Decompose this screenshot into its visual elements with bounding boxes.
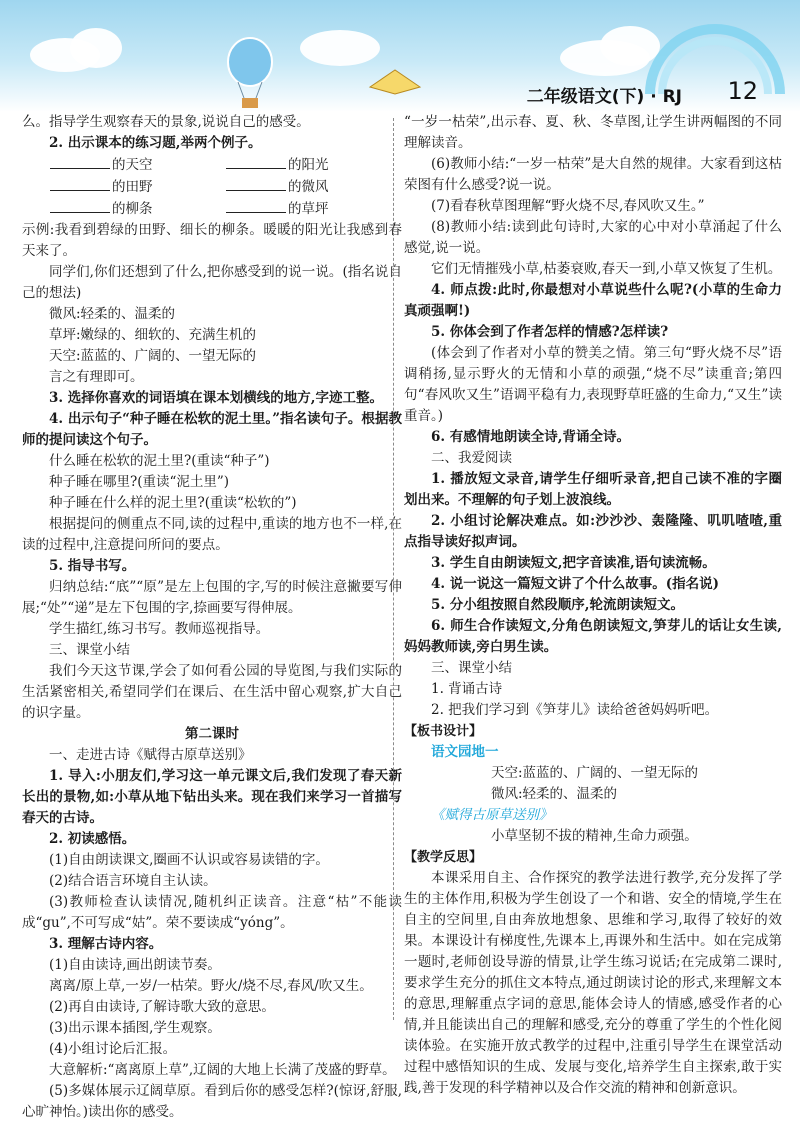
paragraph: 【板书设计】 [404, 724, 483, 739]
paragraph: 什么睡在松软的泥土里?(重读“种子”) [49, 453, 270, 469]
paragraph: 二、我爱阅读 [431, 450, 512, 466]
paragraph: 语文园地一 [431, 744, 499, 760]
paragraph: 小草坚韧不拔的精神,生命力顽强。 [491, 828, 698, 844]
fill-blank-item [226, 176, 402, 198]
blank-line [50, 176, 110, 191]
paragraph: 根据提问的侧重点不同,读的过程中,重读的地方也不一样,在读的过程中,注意提问所问的要点。 [22, 516, 402, 553]
paragraph: 三、课堂小结 [431, 660, 512, 676]
paragraph: 天空:蓝蓝的、广阔的、一望无际的 [49, 348, 257, 364]
paragraph: 示例:我看到碧绿的田野、细长的柳条。暖暖的阳光让我感到春天来了。 [22, 222, 402, 259]
paragraph: (1)自由朗读课文,圈画不认识或容易读错的字。 [49, 852, 329, 868]
paragraph: 言之有理即可。 [49, 369, 144, 385]
header-banner [0, 0, 800, 112]
paragraph: 2. 出示课本的练习题,举两个例子。 [49, 135, 262, 151]
paragraph: 4. 说一说这一篇短文讲了个什么故事。(指名说) [431, 576, 720, 592]
fill-blank-item [50, 154, 226, 176]
paragraph: 第二课时 [185, 726, 239, 742]
blank-line [226, 198, 286, 213]
cloud [70, 28, 122, 68]
blank-label: 的柳条 [112, 201, 153, 217]
fill-blank-item [50, 176, 226, 198]
paragraph: 3. 选择你喜欢的词语填在课本划横线的地方,字迹工整。 [49, 390, 383, 406]
paragraph: 3. 学生自由朗读短文,把字音读准,语句读流畅。 [431, 555, 716, 571]
paragraph: 天空:蓝蓝的、广阔的、一望无际的 [491, 765, 699, 781]
paragraph: 5. 指导书写。 [49, 558, 136, 574]
paragraph: 我们今天这节课,学会了如何看公园的导览图,与我们实际的生活紧密相关,希望同学们在课后、在生活中留心观察,扩大自己的识字量。 [22, 663, 402, 721]
fill-blank-item [50, 198, 226, 220]
paragraph: 归纳总结:“底”“原”是左上包围的字,写的时候注意撇要写伸展;“处”“递”是左下包围的字,捺画要写得伸展。 [22, 579, 402, 616]
paragraph: 三、课堂小结 [49, 642, 130, 658]
paragraph: 么。指导学生观察春天的景象,说说自己的感受。 [22, 114, 310, 130]
paragraph: 它们无情摧残小草,枯萎衰败,春天一到,小草又恢复了生机。 [431, 261, 782, 277]
paragraph: “一岁一枯荣”,出示春、夏、秋、冬草图,让学生讲两幅图的不同理解读音。 [404, 114, 782, 151]
paragraph: 5. 你体会到了作者怎样的情感?怎样读? [431, 324, 669, 340]
paragraph: 2. 小组讨论解决难点。如:沙沙沙、轰隆隆、叽叽喳喳,重点指导读好拟声词。 [404, 513, 782, 550]
paragraph: 1. 播放短文录音,请学生仔细听录音,把自己读不准的字圈划出来。不理解的句子划上波浪线。 [404, 471, 782, 508]
paragraph: (1)自由读诗,画出朗读节奏。 [49, 957, 221, 973]
blank-label: 的田野 [112, 179, 153, 195]
paragraph: 学生描红,练习书写。教师巡视指导。 [49, 621, 270, 637]
paragraph: 大意解析:“离离原上草”,辽阔的大地上长满了茂盛的野草。 [49, 1062, 396, 1078]
paragraph: (6)教师小结:“一岁一枯荣”是大自然的规律。大家看到这枯荣图有什么感受?说一说。 [404, 156, 782, 193]
kite-icon [365, 62, 425, 112]
blank-line [50, 198, 110, 213]
paragraph: 1. 导入:小朋友们,学习这一单元课文后,我们发现了春天新长出的景物,如:小草从地下钻出头来。现在我们来学习一首描写春天的古诗。 [22, 768, 402, 826]
balloon-icon [222, 36, 282, 116]
paragraph: 2. 把我们学习到《笋芽儿》读给爸爸妈妈听吧。 [431, 702, 719, 718]
fill-blank-item [226, 154, 402, 176]
paragraph: 微风:轻柔的、温柔的 [49, 306, 176, 322]
paragraph: 3. 理解古诗内容。 [49, 936, 163, 952]
paragraph: (4)小组讨论后汇报。 [49, 1041, 177, 1057]
paragraph: (2)再自由读诗,了解诗歌大致的意思。 [49, 999, 275, 1015]
paragraph: 4. 师点拨:此时,你最想对小草说些什么呢?(小草的生命力真顽强啊!) [404, 282, 782, 319]
paragraph: 草坪:嫩绿的、细软的、充满生机的 [49, 327, 257, 343]
book-title: 二年级语文(下) · RJ [526, 87, 682, 107]
paragraph: 一、走进古诗《赋得古原草送别》 [49, 747, 252, 763]
blank-line [226, 176, 286, 191]
paragraph: 《赋得古原草送别》 [431, 807, 553, 823]
paragraph: 同学们,你们还想到了什么,把你感受到的说一说。(指名说自己的想法) [22, 264, 402, 301]
paragraph: 1. 背诵古诗 [431, 681, 503, 697]
fill-blank-exercise [22, 154, 402, 220]
paragraph: 本课采用自主、合作探究的教学法进行教学,充分发挥了学生的主体作用,积极为学生创设了一个和谐、安全的情境,学生在自主的空间里,自由奔放地想象、思维和学习,取得了较好的效果。本课设计有梯度性,先课本上,再课外和生活中。如在完成第一题时,老师创设导游的情景,让学生练习说话;在完成第二课时,要求学生充分的抓住文本特点,通过朗读讨论的形式,来理解文本的意思,理解重点字词的意思,能体会诗人的情感,感受作者的心情,并且能读出自己的理解和感受,充分的尊重了学生的个性化阅读体验。在实施开放式教学的过程中,注重引导学生在课堂活动过程中感悟知识的生成、发展与变化,培养学生自主探索,敢于实践,善于发现的科学精神以及合作交流的精神和创新意识。 [404, 870, 782, 1096]
blank-label: 的阳光 [288, 157, 329, 173]
paragraph: 5. 分小组按照自然段顺序,轮流朗读短文。 [431, 597, 684, 613]
paragraph: (7)看春秋草图理解“野火烧不尽,春风吹又生。” [431, 198, 705, 214]
paragraph: 种子睡在哪里?(重读“泥土里”) [49, 474, 230, 490]
paragraph: 微风:轻柔的、温柔的 [491, 786, 618, 802]
paragraph: (2)结合语言环境自主认读。 [49, 873, 217, 889]
blank-line [50, 154, 110, 169]
paragraph: 种子睡在什么样的泥土里?(重读“松软的”) [49, 495, 297, 511]
paragraph: (8)教师小结:读到此句诗时,大家的心中对小草涌起了什么感觉,说一说。 [404, 219, 782, 256]
column-divider [393, 118, 394, 1020]
blank-label: 的微风 [288, 179, 329, 195]
paragraph: 6. 师生合作读短文,分角色朗读短文,笋芽儿的话让女生读,妈妈教师读,旁白男生读。 [404, 618, 782, 655]
paragraph: (3)出示课本插图,学生观察。 [49, 1020, 221, 1036]
blank-label: 的草坪 [288, 201, 329, 217]
paragraph: (体会到了作者对小草的赞美之情。第三句“野火烧不尽”语调稍扬,显示野火的无情和小草的顽强,“烧不尽”读重音;第四句“春风吹又生”语调平稳有力,表现野草旺盛的生命力,“又生”读重音。) [404, 345, 782, 424]
cloud [300, 30, 380, 66]
paragraph: 离离/原上草,一岁/一枯荣。野火/烧不尽,春风/吹又生。 [49, 978, 373, 994]
paragraph: 6. 有感情地朗读全诗,背诵全诗。 [431, 429, 630, 445]
paragraph: 2. 初读感悟。 [49, 831, 136, 847]
paragraph: (5)多媒体展示辽阔草原。看到后你的感受怎样?(惊讶,舒服,心旷神怡。)读出你的感受。 [22, 1083, 402, 1120]
paragraph: 【教学反思】 [404, 850, 483, 865]
blank-line [226, 154, 286, 169]
right-column [404, 112, 782, 1096]
paragraph: (3)教师检查认读情况,随机纠正读音。注意“枯”不能读成“gu”,不可写成“姑”。荣不要读成“yóng”。 [22, 894, 402, 931]
page-number: 12 [727, 77, 758, 105]
left-column [22, 112, 402, 1120]
paragraph: 4. 出示句子“种子睡在松软的泥土里。”指名读句子。根据教师的提问读这个句子。 [22, 411, 402, 448]
blank-label: 的天空 [112, 157, 153, 173]
fill-blank-item [226, 198, 402, 220]
